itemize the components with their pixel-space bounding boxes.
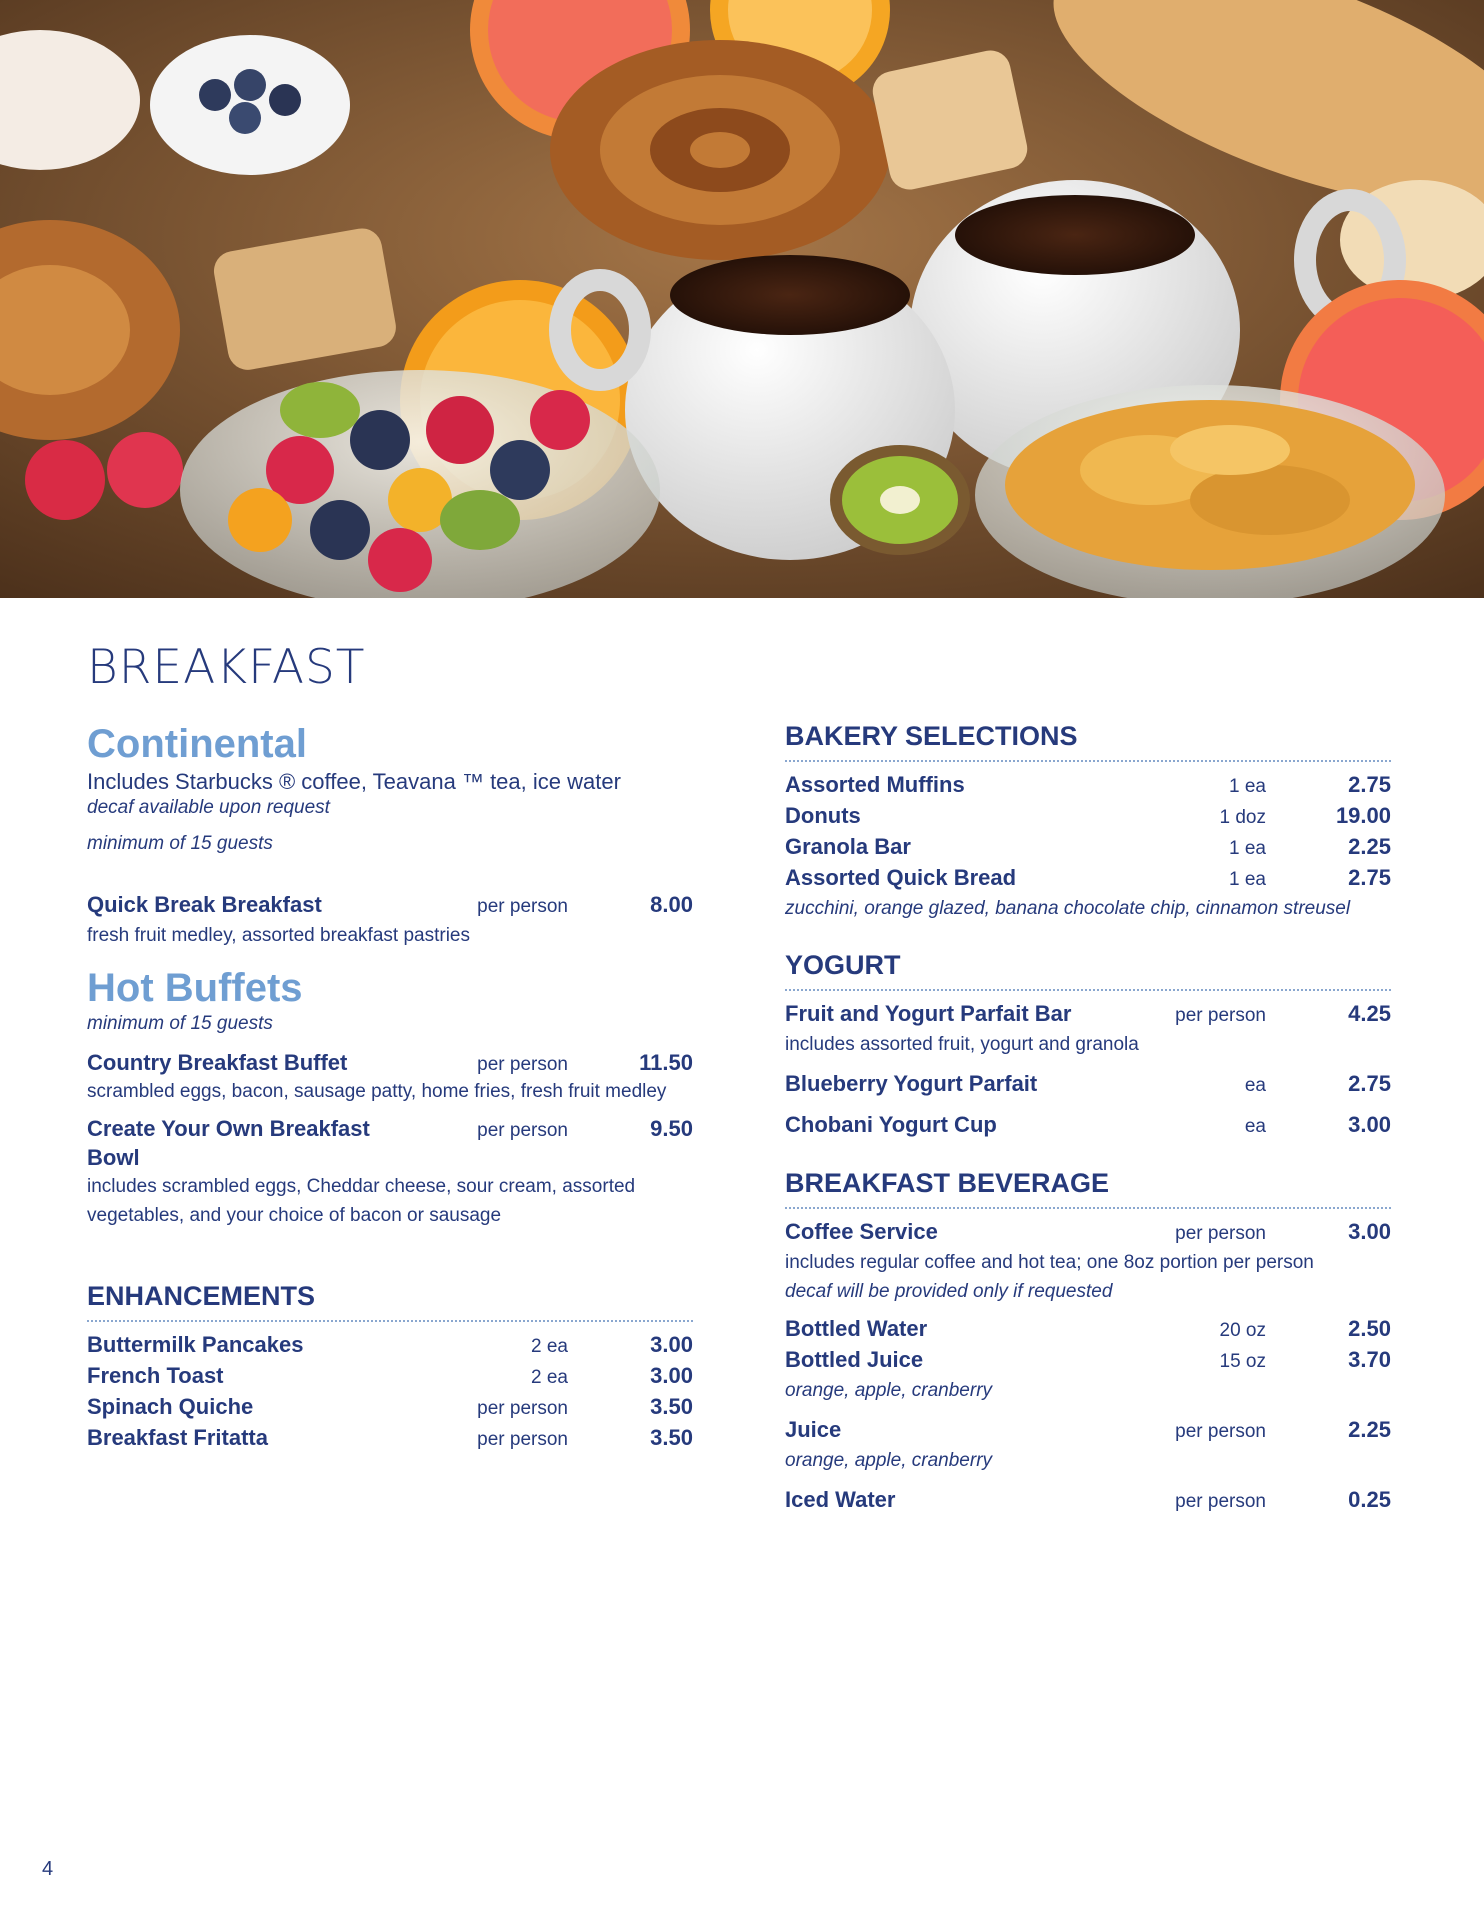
item-price: 3.00 [650,1363,693,1388]
item-name: Create Your Own Breakfast Bowl [87,1116,370,1170]
bakery-section [785,720,1391,923]
menu-item [785,770,1391,801]
beverage-section [785,1167,1391,1516]
item-description: includes scrambled eggs, Cheddar cheese, sour cream, assorted vegetables, and your choice of bacon or sausage [87,1176,636,1226]
item-unit: per person [1175,1421,1266,1442]
item-price: 2.50 [1348,1316,1391,1341]
continental-note-minimum: minimum of 15 guests [87,833,273,854]
item-unit: per person [1175,1491,1266,1512]
page-title: BREAKFAST [87,640,366,695]
item-price: 3.50 [650,1394,693,1419]
item-unit: 1 ea [1229,838,1266,859]
item-price: 3.50 [650,1425,693,1450]
menu-item [87,1361,693,1392]
menu-item [785,863,1391,894]
item-unit: ea [1244,1116,1266,1137]
item-price: 3.00 [1348,1112,1391,1137]
item-description: includes regular coffee and hot tea; one 8oz portion per person [785,1252,1314,1273]
right-column [785,720,1391,1516]
item-name: Country Breakfast Buffet [87,1050,348,1075]
continental-note-decaf: decaf available upon request [87,797,330,818]
menu-item [87,1423,693,1454]
menu-item [785,999,1391,1030]
menu-item [785,1485,1391,1516]
item-unit: 2 ea [531,1336,568,1357]
menu-item [785,1069,1391,1100]
enhancements-title: ENHANCEMENTS [87,1280,693,1322]
item-description: fresh fruit medley, assorted breakfast pastries [87,925,470,946]
item-price: 2.25 [1348,1417,1391,1442]
item-price: 0.25 [1348,1487,1391,1512]
item-price: 3.00 [1348,1219,1391,1244]
item-name: Breakfast Fritatta [87,1425,268,1450]
yogurt-title: YOGURT [785,949,1391,991]
page-number: 4 [42,1858,54,1880]
item-name: French Toast [87,1363,224,1388]
item-unit: per person [1175,1005,1266,1026]
item-name: Donuts [785,803,861,828]
menu-item [785,801,1391,832]
item-unit: 2 ea [531,1367,568,1388]
item-price: 4.25 [1348,1001,1391,1026]
item-name: Granola Bar [785,834,911,859]
item-unit: per person [477,1054,568,1075]
item-name: Coffee Service [785,1219,938,1244]
item-price: 9.50 [650,1116,693,1141]
left-column [87,720,693,1454]
item-price: 11.50 [639,1050,693,1075]
item-note: orange, apple, cranberry [785,1450,993,1471]
item-unit: per person [477,1398,568,1419]
item-price: 2.25 [1348,834,1391,859]
hot-buffets-note: minimum of 15 guests [87,1013,273,1034]
item-name: Bottled Juice [785,1347,924,1372]
menu-item [785,1415,1391,1446]
item-name: Blueberry Yogurt Parfait [785,1071,1038,1096]
item-note: orange, apple, cranberry [785,1380,993,1401]
menu-item [87,1114,693,1230]
item-unit: per person [477,1120,568,1141]
beverage-title: BREAKFAST BEVERAGE [785,1167,1391,1209]
hot-buffets-title: Hot Buffets [87,966,303,1010]
item-name: Spinach Quiche [87,1394,254,1419]
item-unit: ea [1244,1075,1266,1096]
item-name: Buttermilk Pancakes [87,1332,304,1357]
item-unit: 1 ea [1229,869,1266,890]
item-name: Iced Water [785,1487,896,1512]
item-price: 19.00 [1335,803,1391,828]
item-name: Assorted Quick Bread [785,865,1017,890]
item-unit: 20 oz [1219,1320,1266,1341]
menu-item [785,832,1391,863]
item-name: Chobani Yogurt Cup [785,1112,997,1137]
item-price: 2.75 [1348,1071,1391,1096]
item-description: includes assorted fruit, yogurt and granola [785,1034,1139,1055]
item-description: scrambled eggs, bacon, sausage patty, home fries, fresh fruit medley [87,1081,667,1102]
item-name: Juice [785,1417,842,1442]
continental-intro: Includes Starbucks ® coffee, Teavana ™ tea, ice water [87,769,621,794]
item-price: 3.70 [1348,1347,1391,1372]
menu-item [785,1345,1391,1376]
menu-item [785,1217,1391,1248]
item-price: 8.00 [650,892,693,917]
continental-title: Continental [87,722,307,766]
menu-item [785,1314,1391,1345]
yogurt-section [785,949,1391,1141]
bakery-title: BAKERY SELECTIONS [785,720,1391,762]
item-unit: per person [1175,1223,1266,1244]
bakery-note: zucchini, orange glazed, banana chocolate chip, cinnamon streusel [785,898,1351,919]
hero-illustration [0,0,1484,598]
item-price: 3.00 [650,1332,693,1357]
enhancements-section [87,1280,693,1454]
item-name: Assorted Muffins [785,772,965,797]
menu-item [87,1048,693,1104]
item-name: Fruit and Yogurt Parfait Bar [785,1001,1072,1026]
item-unit: per person [477,1429,568,1450]
item-unit: per person [477,896,568,917]
menu-item [87,890,693,950]
item-unit: 15 oz [1219,1351,1266,1372]
item-unit: 1 doz [1219,807,1266,828]
item-note: decaf will be provided only if requested [785,1281,1113,1302]
menu-item [87,1330,693,1361]
item-price: 2.75 [1348,865,1391,890]
menu-item [87,1392,693,1423]
hero-breakfast-photo [0,0,1484,598]
item-unit: 1 ea [1229,776,1266,797]
menu-item [785,1110,1391,1141]
item-name: Bottled Water [785,1316,928,1341]
item-name: Quick Break Breakfast [87,892,322,917]
item-price: 2.75 [1348,772,1391,797]
